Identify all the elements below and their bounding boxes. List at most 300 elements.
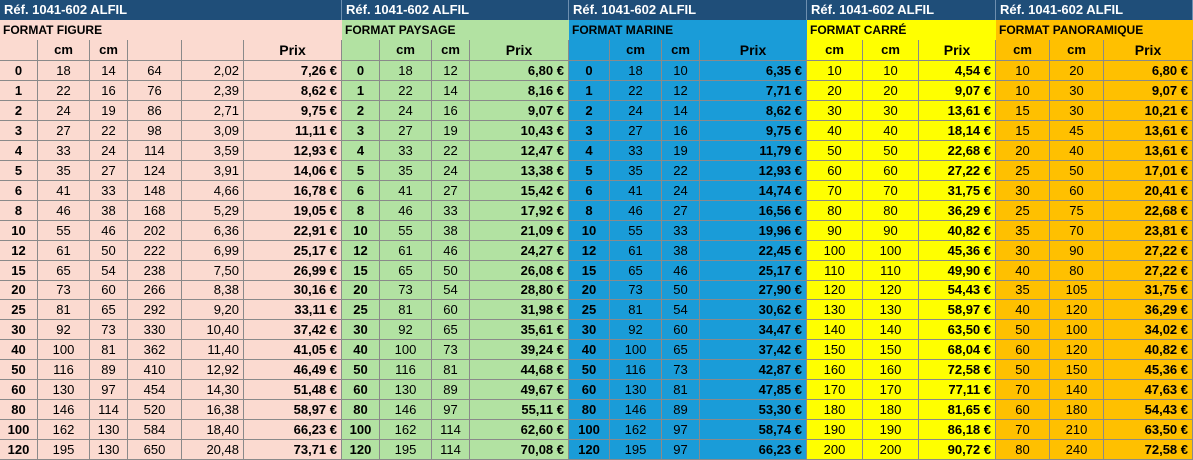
price-cell: 42,87 € [700,360,807,380]
price-cell: 22,45 € [700,241,807,261]
table-cell: 520 [128,400,182,420]
table-cell: 15 [0,261,38,281]
price-cell: 8,62 € [700,101,807,121]
table-cell: 8 [0,201,38,221]
column-header: cm [38,40,90,61]
table-cell: 50 [0,360,38,380]
table-cell: 3,59 [182,141,244,161]
table-cell: 89 [662,400,700,420]
price-cell: 63,50 € [919,320,996,340]
price-cell: 36,29 € [1104,300,1193,320]
table-cell: 4 [0,141,38,161]
table-cell: 10,40 [182,320,244,340]
table-cell: 15 [996,101,1050,121]
table-cell: 100 [380,340,432,360]
table-cell: 41 [610,181,662,201]
table-cell: 22 [432,141,470,161]
format-title: FORMAT MARINE [569,20,807,40]
table-cell: 9,20 [182,300,244,320]
table-cell: 2,39 [182,81,244,101]
table-cell: 3 [569,121,610,141]
table-cell: 40 [569,340,610,360]
table-cell: 14 [90,61,128,81]
price-cell: 13,61 € [919,101,996,121]
price-cell: 53,30 € [700,400,807,420]
table-cell: 20 [342,280,380,300]
table-cell: 40 [863,121,919,141]
price-cell: 30,62 € [700,300,807,320]
table-cell: 120 [342,440,380,460]
table-cell: 50 [342,360,380,380]
price-cell: 34,02 € [1104,320,1193,340]
price-cell: 26,08 € [470,261,569,281]
table-cell: 150 [807,340,863,360]
table-cell: 18 [38,61,90,81]
table-cell: 10 [0,221,38,241]
table-cell: 0 [569,61,610,81]
table-cell: 61 [380,241,432,261]
table-cell: 16 [432,101,470,121]
table-cell: 170 [863,380,919,400]
table-cell: 130 [90,440,128,460]
table-cell: 170 [807,380,863,400]
table-cell: 46 [38,201,90,221]
table-cell: 50 [807,141,863,161]
table-cell: 41 [38,181,90,201]
table-cell: 46 [610,201,662,221]
table-cell: 100 [342,420,380,440]
section-ref: Réf. 1041-602 ALFIL [0,0,342,20]
table-cell: 2 [569,101,610,121]
table-cell: 1 [0,81,38,101]
table-cell: 105 [1050,280,1104,300]
table-cell: 73 [432,340,470,360]
table-cell: 3,09 [182,121,244,141]
table-cell: 80 [996,440,1050,460]
table-cell: 97 [90,380,128,400]
table-cell: 100 [569,420,610,440]
price-cell: 62,60 € [470,420,569,440]
table-cell: 55 [380,221,432,241]
price-cell: 54,43 € [1104,400,1193,420]
table-cell: 20 [1050,61,1104,81]
column-header [182,40,244,61]
column-header: cm [610,40,662,61]
table-cell: 150 [1050,360,1104,380]
table-cell: 10 [996,81,1050,101]
section-marine [569,0,807,460]
table-cell: 292 [128,300,182,320]
table-cell: 190 [863,420,919,440]
price-cell: 9,07 € [1104,81,1193,101]
table-cell: 8 [342,201,380,221]
table-cell: 20 [996,141,1050,161]
table-cell: 33 [662,221,700,241]
table-cell: 81 [90,340,128,360]
table-cell: 41 [380,181,432,201]
table-cell: 60 [90,280,128,300]
table-cell: 168 [128,201,182,221]
table-cell: 60 [996,340,1050,360]
table-cell: 89 [432,380,470,400]
table-cell: 10 [863,61,919,81]
table-cell: 73 [90,320,128,340]
table-cell: 2,02 [182,61,244,81]
table-cell: 98 [128,121,182,141]
column-header: cm [90,40,128,61]
table-cell: 60 [807,161,863,181]
price-cell: 39,24 € [470,340,569,360]
column-header: Prix [700,40,807,61]
price-cell: 12,93 € [244,141,342,161]
table-cell: 18 [610,61,662,81]
table-cell: 97 [662,440,700,460]
price-cell: 47,63 € [1104,380,1193,400]
price-cell: 31,98 € [470,300,569,320]
price-cell: 49,90 € [919,261,996,281]
table-cell: 130 [610,380,662,400]
table-cell: 6,36 [182,221,244,241]
table-cell: 35 [996,221,1050,241]
table-cell: 0 [0,61,38,81]
price-cell: 13,61 € [1104,141,1193,161]
table-cell: 10 [807,61,863,81]
table-cell: 148 [128,181,182,201]
table-cell: 15 [569,261,610,281]
table-cell: 22 [610,81,662,101]
table-cell: 20 [569,280,610,300]
table-cell: 73 [662,360,700,380]
table-cell: 24 [38,101,90,121]
table-cell: 81 [38,300,90,320]
table-cell: 50 [1050,161,1104,181]
table-cell: 46 [380,201,432,221]
table-cell: 64 [128,61,182,81]
table-cell: 80 [807,201,863,221]
table-cell: 70 [807,181,863,201]
table-cell: 5 [342,161,380,181]
table-cell: 50 [90,241,128,261]
price-cell: 22,91 € [244,221,342,241]
price-cell: 58,74 € [700,420,807,440]
table-cell: 410 [128,360,182,380]
table-cell: 146 [38,400,90,420]
column-header: Prix [1104,40,1193,61]
table-cell: 40 [1050,141,1104,161]
table-cell: 97 [432,400,470,420]
table-cell: 12 [432,61,470,81]
table-cell: 97 [662,420,700,440]
price-cell: 35,61 € [470,320,569,340]
price-cell: 27,22 € [919,161,996,181]
table-cell: 114 [432,420,470,440]
section-ref: Réf. 1041-602 ALFIL [807,0,996,20]
format-title: FORMAT PANORAMIQUE [996,20,1193,40]
table-cell: 330 [128,320,182,340]
price-cell: 8,16 € [470,81,569,101]
table-cell: 70 [1050,221,1104,241]
table-cell: 180 [863,400,919,420]
table-cell: 54 [662,300,700,320]
table-cell: 60 [342,380,380,400]
price-cell: 72,58 € [1104,440,1193,460]
price-cell: 22,68 € [1104,201,1193,221]
table-cell: 38 [432,221,470,241]
table-cell: 30 [1050,101,1104,121]
table-cell: 55 [610,221,662,241]
table-cell: 70 [996,380,1050,400]
table-cell: 19 [662,141,700,161]
price-cell: 45,36 € [919,241,996,261]
table-cell: 130 [38,380,90,400]
column-header: cm [380,40,432,61]
price-cell: 28,80 € [470,280,569,300]
price-cell: 20,41 € [1104,181,1193,201]
table-cell: 100 [0,420,38,440]
table-cell: 33 [90,181,128,201]
table-cell: 50 [996,360,1050,380]
table-cell: 50 [662,280,700,300]
price-cell: 54,43 € [919,280,996,300]
table-cell: 100 [38,340,90,360]
table-cell: 60 [996,400,1050,420]
table-cell: 60 [1050,181,1104,201]
table-cell: 60 [569,380,610,400]
price-cell: 19,96 € [700,221,807,241]
price-cell: 44,68 € [470,360,569,380]
table-cell: 454 [128,380,182,400]
section-ref: Réf. 1041-602 ALFIL [996,0,1193,20]
table-cell: 30 [996,241,1050,261]
table-cell: 46 [432,241,470,261]
table-cell: 140 [807,320,863,340]
table-cell: 27 [432,181,470,201]
format-title: FORMAT CARRÉ [807,20,996,40]
table-cell: 18 [380,61,432,81]
table-cell: 20,48 [182,440,244,460]
column-header: cm [432,40,470,61]
price-cell: 81,65 € [919,400,996,420]
table-cell: 120 [1050,340,1104,360]
table-cell: 92 [38,320,90,340]
price-cell: 9,07 € [919,81,996,101]
table-cell: 114 [90,400,128,420]
table-cell: 24 [662,181,700,201]
table-cell: 12,92 [182,360,244,380]
table-cell: 7,50 [182,261,244,281]
table-cell: 24 [380,101,432,121]
table-cell: 65 [38,261,90,281]
table-cell: 73 [380,280,432,300]
price-cell: 8,62 € [244,81,342,101]
table-cell: 6 [569,181,610,201]
price-cell: 4,54 € [919,61,996,81]
table-cell: 10 [569,221,610,241]
price-cell: 7,71 € [700,81,807,101]
table-cell: 100 [610,340,662,360]
table-cell: 8 [569,201,610,221]
column-header: Prix [244,40,342,61]
table-cell: 16 [662,121,700,141]
table-cell: 24 [432,161,470,181]
table-cell: 120 [863,280,919,300]
table-cell: 80 [1050,261,1104,281]
table-cell: 45 [1050,121,1104,141]
table-cell: 22 [38,81,90,101]
table-cell: 81 [380,300,432,320]
table-cell: 130 [90,420,128,440]
table-cell: 60 [432,300,470,320]
price-cell: 40,82 € [1104,340,1193,360]
price-cell: 46,49 € [244,360,342,380]
table-cell: 70 [996,420,1050,440]
table-cell: 90 [1050,241,1104,261]
price-cell: 33,11 € [244,300,342,320]
price-cell: 90,72 € [919,440,996,460]
price-cell: 11,79 € [700,141,807,161]
column-header: cm [996,40,1050,61]
table-cell: 54 [432,280,470,300]
price-cell: 51,48 € [244,380,342,400]
price-cell: 37,42 € [700,340,807,360]
table-cell: 200 [863,440,919,460]
table-cell: 130 [807,300,863,320]
table-cell: 2 [342,101,380,121]
column-header: Prix [919,40,996,61]
table-cell: 6 [0,181,38,201]
table-cell: 4,66 [182,181,244,201]
table-cell: 162 [610,420,662,440]
column-header [569,40,610,61]
table-cell: 30 [996,181,1050,201]
table-cell: 1 [342,81,380,101]
table-cell: 10 [662,61,700,81]
price-cell: 6,35 € [700,61,807,81]
table-cell: 130 [380,380,432,400]
table-cell: 195 [380,440,432,460]
table-cell: 10 [996,61,1050,81]
price-cell: 66,23 € [700,440,807,460]
price-cell: 6,80 € [1104,61,1193,81]
price-cell: 11,11 € [244,121,342,141]
table-cell: 22 [90,121,128,141]
column-header: cm [863,40,919,61]
table-cell: 33 [38,141,90,161]
table-cell: 90 [863,221,919,241]
table-cell: 27 [90,161,128,181]
table-cell: 16 [90,81,128,101]
table-cell: 20 [807,81,863,101]
column-header: cm [1050,40,1104,61]
table-cell: 8,38 [182,280,244,300]
table-cell: 65 [662,340,700,360]
table-cell: 18,40 [182,420,244,440]
table-cell: 80 [863,201,919,221]
table-cell: 30 [342,320,380,340]
table-cell: 40 [996,300,1050,320]
table-cell: 30 [863,101,919,121]
table-cell: 162 [38,420,90,440]
table-cell: 25 [342,300,380,320]
price-cell: 26,99 € [244,261,342,281]
table-cell: 0 [342,61,380,81]
table-cell: 222 [128,241,182,261]
price-cell: 13,38 € [470,161,569,181]
price-cell: 18,14 € [919,121,996,141]
table-cell: 40 [342,340,380,360]
table-cell: 162 [380,420,432,440]
table-cell: 116 [38,360,90,380]
price-cell: 22,68 € [919,141,996,161]
table-cell: 12 [342,241,380,261]
table-cell: 180 [1050,400,1104,420]
table-cell: 33 [380,141,432,161]
price-cell: 12,47 € [470,141,569,161]
table-cell: 584 [128,420,182,440]
table-cell: 35 [610,161,662,181]
price-cell: 30,16 € [244,280,342,300]
table-cell: 130 [863,300,919,320]
table-cell: 46 [90,221,128,241]
table-cell: 120 [1050,300,1104,320]
price-cell: 63,50 € [1104,420,1193,440]
table-cell: 116 [610,360,662,380]
table-cell: 50 [996,320,1050,340]
table-cell: 100 [1050,320,1104,340]
price-cell: 10,21 € [1104,101,1193,121]
table-cell: 25 [0,300,38,320]
price-cell: 49,67 € [470,380,569,400]
table-cell: 12 [662,81,700,101]
price-cell: 17,01 € [1104,161,1193,181]
table-cell: 27 [380,121,432,141]
table-cell: 35 [38,161,90,181]
format-title: FORMAT FIGURE [0,20,342,40]
table-cell: 2 [0,101,38,121]
table-cell: 92 [380,320,432,340]
table-cell: 75 [1050,201,1104,221]
table-cell: 38 [662,241,700,261]
table-cell: 116 [380,360,432,380]
table-cell: 70 [863,181,919,201]
table-cell: 81 [432,360,470,380]
table-cell: 650 [128,440,182,460]
price-cell: 14,74 € [700,181,807,201]
price-cell: 15,42 € [470,181,569,201]
table-cell: 25 [996,161,1050,181]
price-cell: 27,22 € [1104,261,1193,281]
column-header: cm [807,40,863,61]
table-cell: 30 [807,101,863,121]
price-cell: 27,90 € [700,280,807,300]
table-cell: 146 [610,400,662,420]
price-cell: 31,75 € [919,181,996,201]
table-cell: 124 [128,161,182,181]
price-cell: 77,11 € [919,380,996,400]
price-cell: 10,43 € [470,121,569,141]
table-cell: 30 [1050,81,1104,101]
table-cell: 33 [610,141,662,161]
table-cell: 4 [569,141,610,161]
price-cell: 6,80 € [470,61,569,81]
table-cell: 120 [0,440,38,460]
table-cell: 140 [863,320,919,340]
table-cell: 15 [342,261,380,281]
table-cell: 12 [0,241,38,261]
price-cell: 45,36 € [1104,360,1193,380]
price-cell: 58,97 € [244,400,342,420]
section-figure [0,0,342,460]
